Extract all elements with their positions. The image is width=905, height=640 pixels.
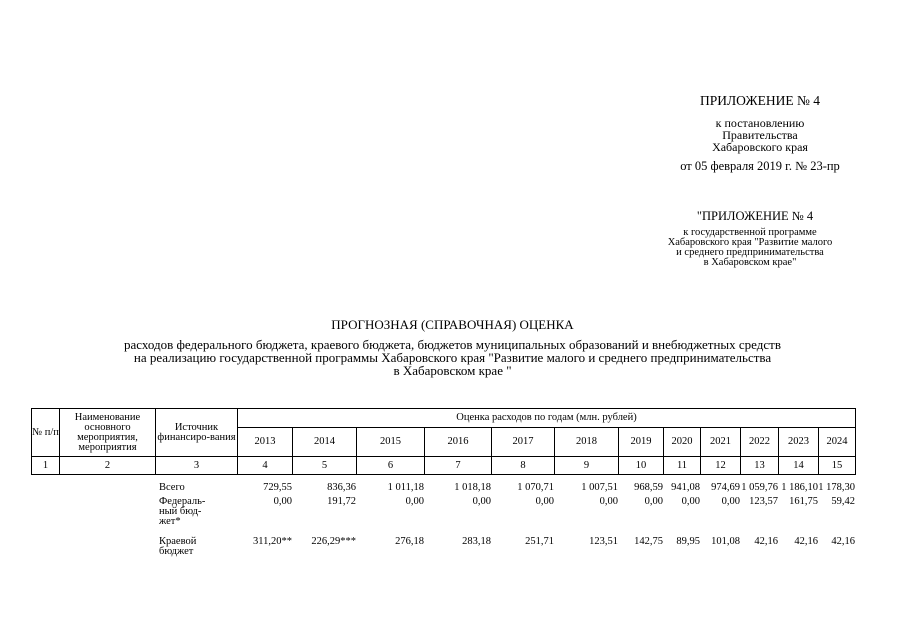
year-header: 2022 [741,428,779,457]
cell-value: 123,57 [749,496,778,507]
col-number: 13 [741,457,779,475]
cell-value: 1 186,10 [781,482,818,493]
doc-title: ПРОГНОЗНАЯ (СПРАВОЧНАЯ) ОЦЕНКА [331,317,574,332]
year-header: 2014 [293,428,357,457]
year-header: 2021 [701,428,741,457]
col-number: 7 [425,457,492,475]
cell-value: 1 070,71 [517,482,554,493]
year-header: 2024 [819,428,856,457]
cell-value: 42,16 [754,536,778,547]
cell-value: 941,08 [671,482,700,493]
col-number: 8 [492,457,555,475]
year-header: 2013 [238,428,293,457]
appendix2-line2: Хабаровского края "Развитие малого [667,237,833,248]
col-number: 1 [32,457,60,475]
estimate-table-header [31,408,856,475]
table-row [31,537,855,563]
cell-value: 89,95 [676,536,700,547]
cell-value: 0,00 [721,496,740,507]
cell-value: 0,00 [472,496,491,507]
col-number: 10 [619,457,664,475]
col-number: 11 [664,457,701,475]
year-header: 2015 [357,428,425,457]
cell-value: 142,75 [634,536,663,547]
cell-value: 1 011,18 [387,482,424,493]
appendix2-line3: и среднего предпринимательства [676,247,824,258]
cell-value: 226,29*** [311,536,356,547]
col-header-estimate: Оценка расходов по годам (млн. рублей) [238,409,856,428]
col-number: 15 [819,457,856,475]
col-number: 9 [555,457,619,475]
estimate-table-body [31,483,855,563]
cell-value: 191,72 [327,496,356,507]
year-header: 2017 [492,428,555,457]
doc-subtitle-1: расходов федерального бюджета, краевого бюджета, бюджетов муниципальных образований и внебюджетных средств [124,337,781,352]
col-number: 4 [238,457,293,475]
doc-subtitle-3: в Хабаровском крае " [393,363,512,378]
appendix-line3: Хабаровского края [712,140,808,154]
cell-value: 968,59 [634,482,663,493]
appendix2-line1: к государственной программе [683,227,817,238]
cell-value: 123,51 [589,536,618,547]
cell-value: 836,36 [327,482,356,493]
appendix2-title: "ПРИЛОЖЕНИЕ № 4 [696,209,814,223]
cell-value: 276,18 [395,536,424,547]
cell-value: 729,55 [263,482,292,493]
table-row [31,497,855,537]
appendix-line1: к постановлению [715,116,805,130]
year-header: 2019 [619,428,664,457]
col-number: 5 [293,457,357,475]
year-header: 2020 [664,428,701,457]
cell-value: 101,08 [711,536,740,547]
cell-value: 42,16 [794,536,818,547]
cell-value: 1 007,51 [581,482,618,493]
cell-value: 283,18 [462,536,491,547]
cell-value: 0,00 [681,496,700,507]
doc-subtitle-2: на реализацию государственной программы Хабаровского края "Развитие малого и среднего предпринимательства [133,350,772,365]
cell-value: 0,00 [405,496,424,507]
cell-value: 0,00 [273,496,292,507]
cell-value: 1 018,18 [454,482,491,493]
col-header-no: № п/п [32,409,60,457]
year-header: 2018 [555,428,619,457]
cell-value: 1 178,30 [818,482,855,493]
year-header: 2016 [425,428,492,457]
col-number: 14 [779,457,819,475]
appendix-line2: Правительства [722,128,798,142]
row-source: Краевой бюджет [159,536,197,557]
appendix2-line4: в Хабаровском крае" [703,257,797,268]
cell-value: 0,00 [644,496,663,507]
cell-value: 0,00 [599,496,618,507]
col-number: 12 [701,457,741,475]
col-number: 2 [60,457,156,475]
cell-value: 161,75 [789,496,818,507]
cell-value: 1 059,76 [741,482,778,493]
year-header: 2023 [779,428,819,457]
appendix-title: ПРИЛОЖЕНИЕ № 4 [699,93,821,108]
col-header-source: Источник финансиро-вания [156,409,238,457]
col-number: 6 [357,457,425,475]
row-source: Федераль-ный бюд-жет* [159,496,206,527]
cell-value: 974,69 [711,482,740,493]
cell-value: 311,20** [253,536,292,547]
col-header-name: Наименование основного мероприятия, мероприятия [60,409,156,457]
cell-value: 42,16 [831,536,855,547]
cell-value: 251,71 [525,536,554,547]
row-source: Всего [159,482,185,493]
cell-value: 59,42 [831,496,855,507]
cell-value: 0,00 [535,496,554,507]
appendix-date: от 05 февраля 2019 г. № 23-пр [680,159,840,173]
table-row [31,483,855,497]
col-number: 3 [156,457,238,475]
